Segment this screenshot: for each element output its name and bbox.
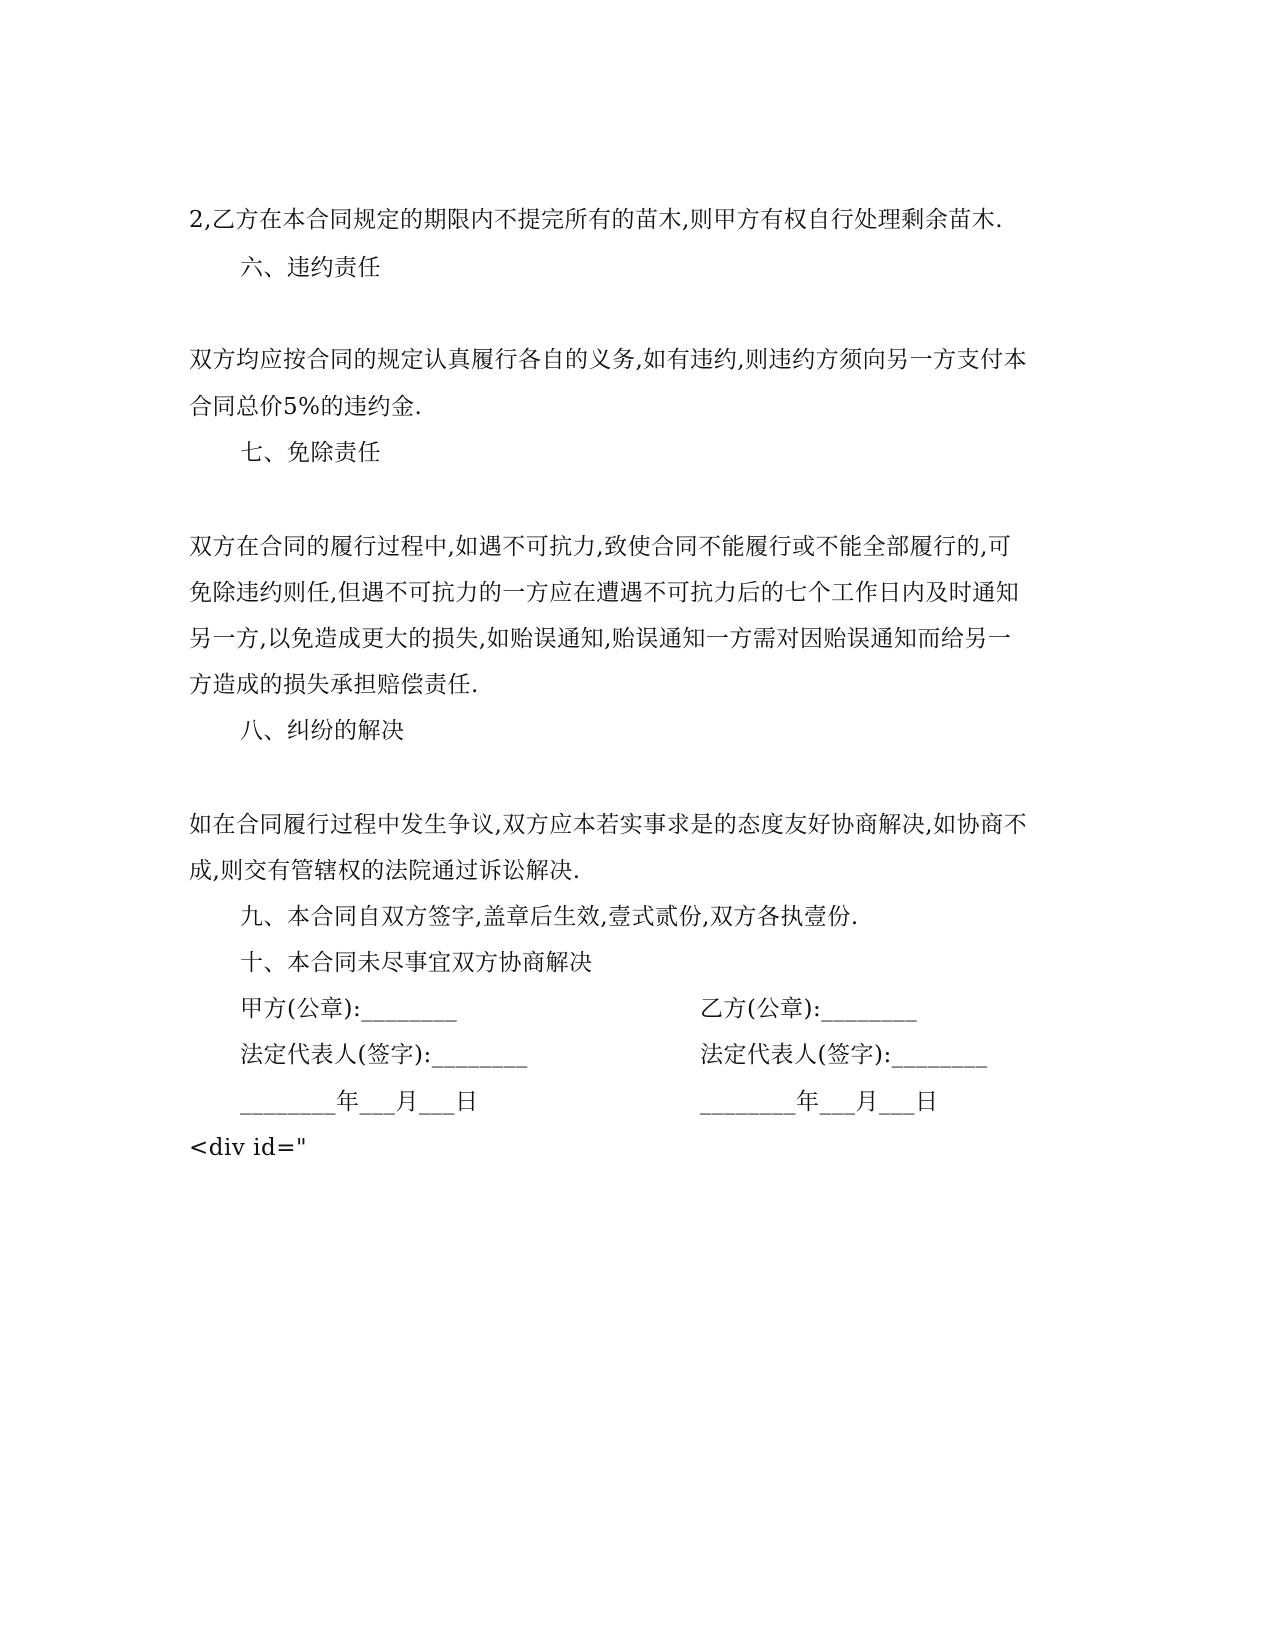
clause-7-heading: 七、免除责任 bbox=[240, 440, 381, 466]
clause-8-line-1: 如在合同履行过程中发生争议,双方应本若实事求是的态度友好协商解决,如协商不 bbox=[189, 812, 1028, 838]
clause-6-line-1: 双方均应按合同的规定认真履行各自的义务,如有违约,则违约方须向另一方支付本 bbox=[189, 347, 1028, 373]
clause-7-line-3: 另一方,以免造成更大的损失,如贻误通知,贻误通知一方需对因贻误通知而给另一 bbox=[189, 626, 1012, 652]
trailing-code-fragment: <div id=" bbox=[189, 1135, 308, 1161]
clause-6-heading: 六、违约责任 bbox=[240, 255, 381, 281]
clause-5-item-2: 2,乙方在本合同规定的期限内不提完所有的苗木,则甲方有权自行处理剩余苗木. bbox=[189, 207, 1004, 233]
party-a-date: ________年___月___日 bbox=[240, 1089, 479, 1115]
clause-8-heading: 八、纠纷的解决 bbox=[240, 718, 405, 744]
clause-9: 九、本合同自双方签字,盖章后生效,壹式贰份,双方各执壹份. bbox=[240, 904, 859, 930]
clause-7-line-2: 免除违约则任,但遇不可抗力的一方应在遭遇不可抗力后的七个工作日内及时通知 bbox=[189, 580, 1020, 606]
clause-7-line-4: 方造成的损失承担赔偿责任. bbox=[189, 672, 479, 698]
party-b-date: ________年___月___日 bbox=[700, 1089, 939, 1115]
party-b-representative: 法定代表人(签字):________ bbox=[700, 1042, 988, 1068]
clause-8-line-2: 成,则交有管辖权的法院通过诉讼解决. bbox=[189, 858, 581, 884]
clause-10: 十、本合同未尽事宜双方协商解决 bbox=[240, 950, 593, 976]
party-a-seal: 甲方(公章):________ bbox=[240, 996, 458, 1022]
party-a-representative: 法定代表人(签字):________ bbox=[240, 1042, 528, 1068]
clause-7-line-1: 双方在合同的履行过程中,如遇不可抗力,致使合同不能履行或不能全部履行的,可 bbox=[189, 534, 1012, 560]
clause-6-line-2: 合同总价5%的违约金. bbox=[189, 394, 423, 420]
party-b-seal: 乙方(公章):________ bbox=[700, 996, 918, 1022]
